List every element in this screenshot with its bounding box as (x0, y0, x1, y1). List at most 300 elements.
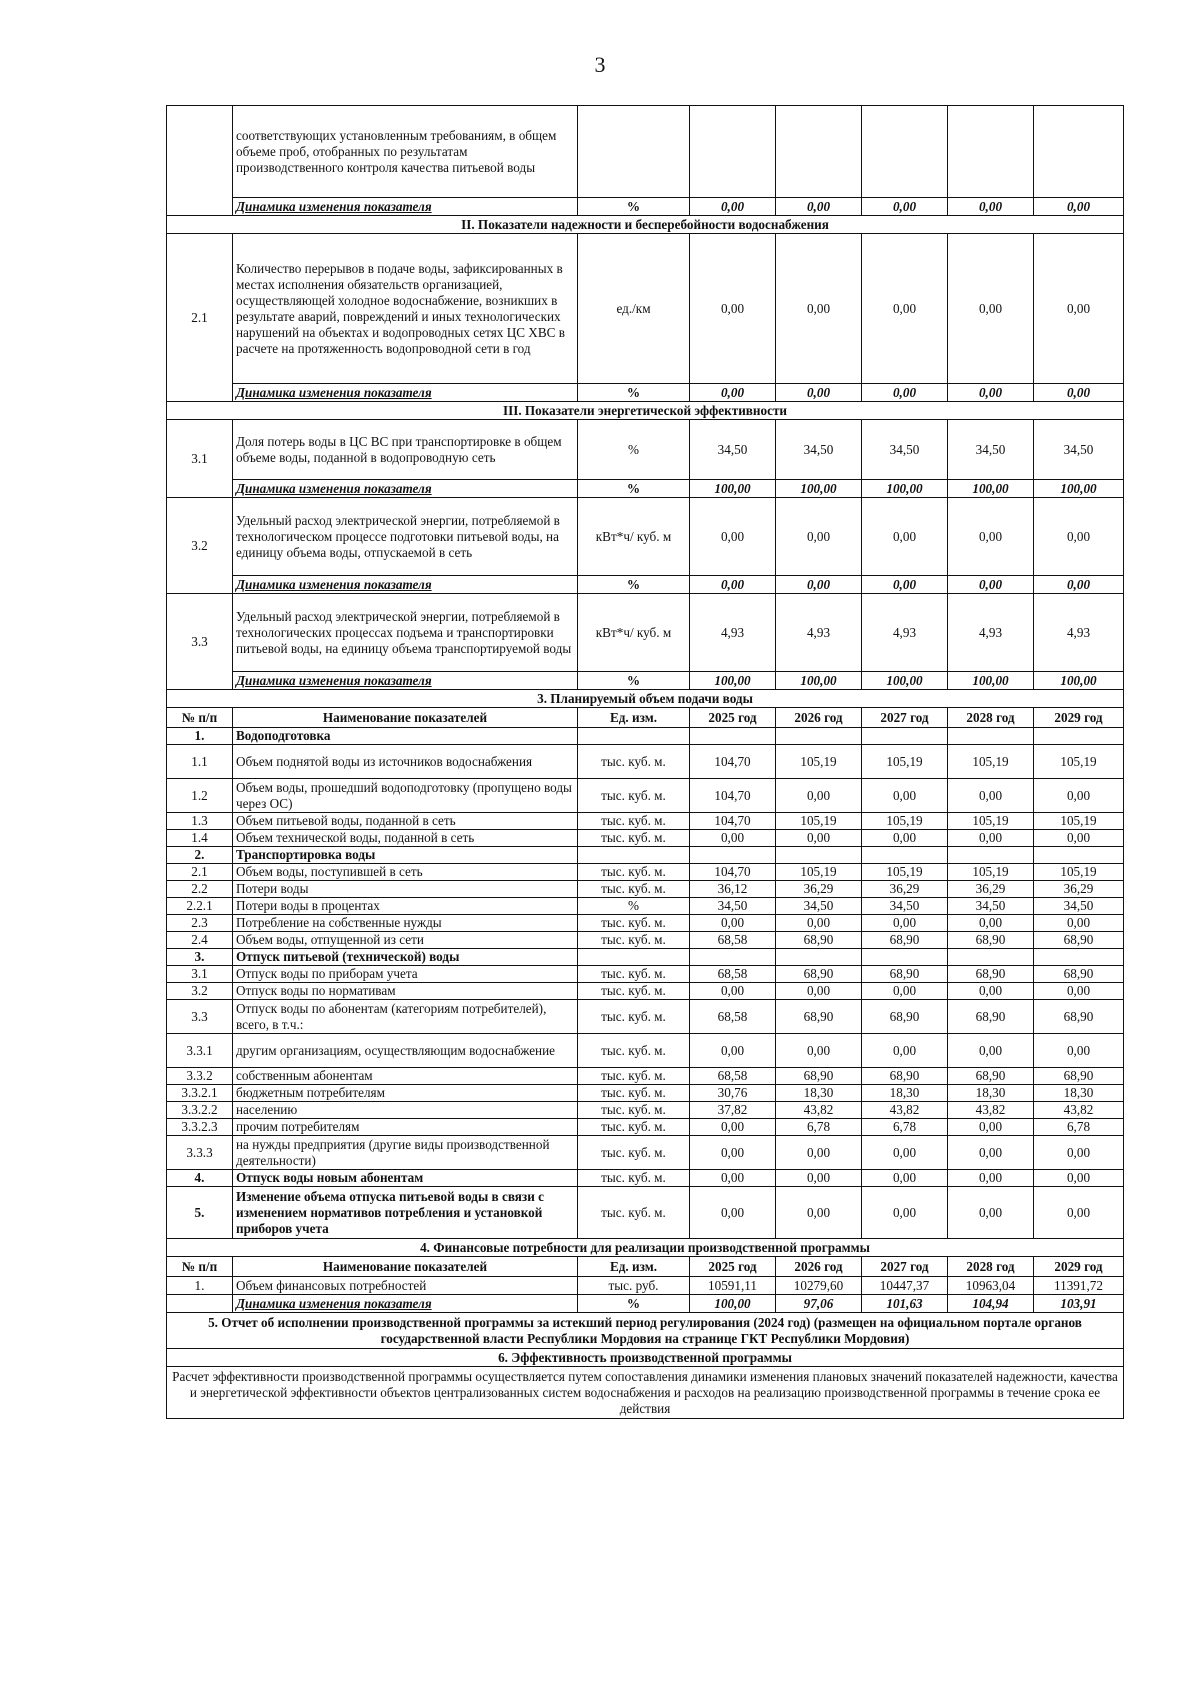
volume-row (167, 898, 1124, 915)
dynamics-row (167, 480, 1124, 498)
value-cell (1034, 106, 1124, 198)
unit-cell: тыс. куб. м. (578, 1136, 690, 1170)
value-cell: 68,58 (690, 932, 776, 949)
program-table (166, 105, 1124, 1419)
unit-cell: % (578, 898, 690, 915)
value-cell: 68,90 (1034, 1068, 1124, 1085)
column-header: № п/п (167, 1257, 233, 1277)
volume-row (167, 1034, 1124, 1068)
value-cell: 0,00 (948, 1170, 1034, 1187)
unit-cell: тыс. куб. м. (578, 864, 690, 881)
value-cell: 68,90 (1034, 1000, 1124, 1034)
value-cell: 0,00 (1034, 983, 1124, 1000)
value-cell: 105,19 (862, 813, 948, 830)
value-cell: 10963,04 (948, 1277, 1034, 1295)
row-number (167, 106, 233, 216)
indicator-name: Отпуск воды новым абонентам (233, 1170, 578, 1187)
indicator-row-3-3 (167, 594, 1124, 672)
value-cell: 68,90 (862, 1068, 948, 1085)
value-cell: 6,78 (862, 1119, 948, 1136)
value-cell: 0,00 (776, 779, 862, 813)
value-cell: 0,00 (776, 1170, 862, 1187)
efficiency-text: Расчет эффективности производственной программы осуществляется путем сопоставления динамики изменения плановых значений показателей надежности, качества и энергетической эффективности объектов централизованных систем водоснабжения и расходов на реализацию производственной программы в течение срока ее действия (167, 1367, 1124, 1419)
column-header: 2028 год (948, 1257, 1034, 1277)
value-cell: 34,50 (776, 898, 862, 915)
dynamics-row (167, 198, 1124, 216)
dynamics-value: 100,00 (948, 672, 1034, 690)
unit-cell: тыс. куб. м. (578, 966, 690, 983)
dynamics-value: 100,00 (1034, 672, 1124, 690)
dynamics-unit: % (578, 480, 690, 498)
value-cell: 0,00 (948, 915, 1034, 932)
value-cell: 0,00 (948, 1187, 1034, 1239)
column-header: Ед. изм. (578, 708, 690, 728)
value-cell: 68,90 (862, 1000, 948, 1034)
value-cell: 105,19 (948, 813, 1034, 830)
unit-cell: тыс. куб. м. (578, 1102, 690, 1119)
indicator-name: соответствующих установленным требованиям, в общем объеме проб, отобранных по результатам производственного контроля качества питьевой воды (233, 106, 578, 198)
dynamics-value: 0,00 (862, 384, 948, 402)
unit-cell (578, 847, 690, 864)
value-cell: 0,00 (1034, 1034, 1124, 1068)
volume-row (167, 1119, 1124, 1136)
unit-cell: тыс. куб. м. (578, 830, 690, 847)
value-cell: 34,50 (862, 420, 948, 480)
value-cell: 4,93 (776, 594, 862, 672)
dynamics-label (233, 198, 578, 216)
indicator-name: другим организациям, осуществляющим водоснабжение (233, 1034, 578, 1068)
value-cell: 68,90 (776, 1068, 862, 1085)
value-cell: 68,90 (776, 932, 862, 949)
value-cell: 68,90 (862, 932, 948, 949)
indicator-name: Количество перерывов в подаче воды, зафиксированных в местах исполнения обязательств организацией, осуществляющей холодное водоснабжение, возникших в результате аварий, повреждений и иных технологических нарушений на объектах и водопроводных сетях ЦС ХВС в расчете на протяженность водопроводной сети в год (233, 234, 578, 384)
value-cell: 4,93 (1034, 594, 1124, 672)
indicator-name: Объем технической воды, поданной в сеть (233, 830, 578, 847)
row-number: 2. (167, 847, 233, 864)
row-number: 2.1 (167, 234, 233, 402)
volume-row (167, 728, 1124, 745)
indicator-name: Отпуск воды по абонентам (категориям потребителей), всего, в т.ч.: (233, 1000, 578, 1034)
value-cell: 36,29 (1034, 881, 1124, 898)
value-cell: 105,19 (776, 864, 862, 881)
dynamics-value: 0,00 (862, 576, 948, 594)
value-cell: 0,00 (1034, 915, 1124, 932)
row-number: 2.1 (167, 864, 233, 881)
value-cell: 34,50 (862, 898, 948, 915)
dynamics-value: 104,94 (948, 1295, 1034, 1313)
section-row (167, 690, 1124, 708)
value-cell: 0,00 (776, 830, 862, 847)
value-cell: 0,00 (776, 234, 862, 384)
row-number: 3.3 (167, 1000, 233, 1034)
unit-cell: тыс. куб. м. (578, 983, 690, 1000)
indicator-name: бюджетным потребителям (233, 1085, 578, 1102)
unit-cell: тыс. руб. (578, 1277, 690, 1295)
value-cell: 18,30 (776, 1085, 862, 1102)
volume-row (167, 779, 1124, 813)
value-cell (948, 847, 1034, 864)
value-cell: 18,30 (1034, 1085, 1124, 1102)
volume-row (167, 1102, 1124, 1119)
row-number: 2.2.1 (167, 898, 233, 915)
value-cell: 0,00 (1034, 1136, 1124, 1170)
value-cell: 10279,60 (776, 1277, 862, 1295)
value-cell: 0,00 (948, 1034, 1034, 1068)
dynamics-label-text: Динамика изменения показателя (236, 384, 432, 400)
value-cell: 0,00 (690, 983, 776, 1000)
unit-cell: тыс. куб. м. (578, 881, 690, 898)
indicator-name: Объем воды, прошедший водоподготовку (пропущено воды через ОС) (233, 779, 578, 813)
value-cell: 105,19 (1034, 745, 1124, 779)
value-cell: 68,90 (1034, 932, 1124, 949)
finance-section-title: 4. Финансовые потребности для реализации производственной программы (167, 1239, 1124, 1257)
row-number: 1. (167, 1277, 233, 1295)
value-cell: 105,19 (948, 864, 1034, 881)
volume-section-title: 3. Планируемый объем подачи воды (167, 690, 1124, 708)
column-header: 2027 год (862, 708, 948, 728)
unit-cell: тыс. куб. м. (578, 1034, 690, 1068)
dynamics-label-text: Динамика изменения показателя (236, 1295, 432, 1311)
value-cell: 43,82 (776, 1102, 862, 1119)
value-cell (862, 728, 948, 745)
indicator-row-2-1 (167, 234, 1124, 384)
value-cell: 68,90 (948, 1068, 1034, 1085)
volume-row (167, 983, 1124, 1000)
indicator-name: Отпуск воды по приборам учета (233, 966, 578, 983)
row-number: 4. (167, 1170, 233, 1187)
dynamics-value: 0,00 (776, 198, 862, 216)
value-cell (776, 106, 862, 198)
value-cell: 0,00 (690, 234, 776, 384)
column-header: 2028 год (948, 708, 1034, 728)
dynamics-value: 0,00 (690, 198, 776, 216)
value-cell: 6,78 (776, 1119, 862, 1136)
value-cell: 0,00 (948, 234, 1034, 384)
indicator-name: Объем финансовых потребностей (233, 1277, 578, 1295)
value-cell: 0,00 (1034, 234, 1124, 384)
value-cell: 68,58 (690, 1000, 776, 1034)
indicator-name: Водоподготовка (233, 728, 578, 745)
row-number: 3.2 (167, 983, 233, 1000)
column-header: № п/п (167, 708, 233, 728)
dynamics-label (233, 384, 578, 402)
row-number: 3.3.2 (167, 1068, 233, 1085)
value-cell: 30,76 (690, 1085, 776, 1102)
value-cell: 0,00 (690, 498, 776, 576)
value-cell: 18,30 (948, 1085, 1034, 1102)
unit-cell: кВт*ч/ куб. м (578, 498, 690, 576)
value-cell: 37,82 (690, 1102, 776, 1119)
dynamics-value: 0,00 (776, 576, 862, 594)
section-row (167, 216, 1124, 234)
value-cell: 68,58 (690, 966, 776, 983)
volume-row (167, 949, 1124, 966)
dynamics-value: 0,00 (948, 198, 1034, 216)
value-cell: 68,90 (862, 966, 948, 983)
unit-cell: тыс. куб. м. (578, 745, 690, 779)
value-cell: 10591,11 (690, 1277, 776, 1295)
value-cell: 105,19 (776, 745, 862, 779)
dynamics-label (233, 672, 578, 690)
value-cell: 4,93 (690, 594, 776, 672)
dynamics-value: 100,00 (776, 672, 862, 690)
row-number: 2.4 (167, 932, 233, 949)
section-3-title: III. Показатели энергетической эффективности (167, 402, 1124, 420)
value-cell: 0,00 (862, 830, 948, 847)
value-cell: 0,00 (776, 1187, 862, 1239)
dynamics-value: 0,00 (1034, 384, 1124, 402)
column-header: 2026 год (776, 1257, 862, 1277)
column-header: Ед. изм. (578, 1257, 690, 1277)
row-number: 3.3.1 (167, 1034, 233, 1068)
volume-header-row (167, 708, 1124, 728)
dynamics-label-text: Динамика изменения показателя (236, 672, 432, 688)
value-cell: 0,00 (690, 915, 776, 932)
value-cell (948, 949, 1034, 966)
value-cell (1034, 728, 1124, 745)
value-cell: 0,00 (862, 779, 948, 813)
indicator-name: Потери воды (233, 881, 578, 898)
dynamics-value: 103,91 (1034, 1295, 1124, 1313)
dynamics-unit: % (578, 384, 690, 402)
row-number (167, 1295, 233, 1313)
value-cell: 36,29 (948, 881, 1034, 898)
dynamics-label-text: Динамика изменения показателя (236, 480, 432, 496)
column-header: 2029 год (1034, 1257, 1124, 1277)
value-cell (690, 106, 776, 198)
value-cell: 0,00 (948, 779, 1034, 813)
value-cell (776, 847, 862, 864)
indicator-name: Отпуск воды по нормативам (233, 983, 578, 1000)
indicator-name: Объем воды, поступившей в сеть (233, 864, 578, 881)
indicator-name: Доля потерь воды в ЦС ВС при транспортировке в общем объеме воды, поданной в водопроводную сеть (233, 420, 578, 480)
value-cell (862, 106, 948, 198)
section-row (167, 402, 1124, 420)
value-cell: 11391,72 (1034, 1277, 1124, 1295)
volume-row (167, 847, 1124, 864)
value-cell: 0,00 (862, 234, 948, 384)
indicator-name: Транспортировка воды (233, 847, 578, 864)
value-cell (1034, 949, 1124, 966)
value-cell (776, 949, 862, 966)
unit-cell: % (578, 420, 690, 480)
value-cell (690, 847, 776, 864)
value-cell: 68,90 (948, 932, 1034, 949)
row-number: 1. (167, 728, 233, 745)
value-cell: 104,70 (690, 745, 776, 779)
volume-row (167, 932, 1124, 949)
row-number: 3.2 (167, 498, 233, 594)
value-cell (862, 949, 948, 966)
dynamics-unit: % (578, 198, 690, 216)
value-cell: 0,00 (862, 1136, 948, 1170)
row-number: 3.1 (167, 966, 233, 983)
value-cell: 0,00 (776, 1136, 862, 1170)
dynamics-value: 100,00 (862, 480, 948, 498)
finance-dynamics-row (167, 1295, 1124, 1313)
value-cell: 105,19 (862, 864, 948, 881)
column-header: Наименование показателей (233, 1257, 578, 1277)
indicator-name: Удельный расход электрической энергии, потребляемой в технологических процессах подъема и транспортировки питьевой воды, на единицу объема транспортируемой воды (233, 594, 578, 672)
volume-row (167, 915, 1124, 932)
column-header: 2029 год (1034, 708, 1124, 728)
indicator-name: Объем воды, отпущенной из сети (233, 932, 578, 949)
value-cell: 68,58 (690, 1068, 776, 1085)
value-cell: 43,82 (862, 1102, 948, 1119)
page-number: 3 (594, 52, 606, 77)
value-cell: 0,00 (690, 1034, 776, 1068)
section-2-title: II. Показатели надежности и бесперебойности водоснабжения (167, 216, 1124, 234)
value-cell: 36,12 (690, 881, 776, 898)
value-cell: 0,00 (1034, 1187, 1124, 1239)
row-number: 1.1 (167, 745, 233, 779)
row-number: 3.3.2.3 (167, 1119, 233, 1136)
value-cell: 0,00 (862, 498, 948, 576)
column-header: 2025 год (690, 708, 776, 728)
unit-cell: тыс. куб. м. (578, 1085, 690, 1102)
value-cell: 34,50 (690, 420, 776, 480)
unit-cell (578, 949, 690, 966)
dynamics-value: 0,00 (862, 198, 948, 216)
dynamics-label (233, 480, 578, 498)
value-cell (948, 728, 1034, 745)
volume-row (167, 1170, 1124, 1187)
value-cell: 68,90 (1034, 966, 1124, 983)
value-cell: 104,70 (690, 779, 776, 813)
row-number: 1.4 (167, 830, 233, 847)
efficiency-text-row (167, 1367, 1124, 1419)
indicator-name: Потребление на собственные нужды (233, 915, 578, 932)
value-cell: 0,00 (776, 983, 862, 1000)
unit-cell: тыс. куб. м. (578, 1119, 690, 1136)
value-cell: 0,00 (948, 830, 1034, 847)
value-cell: 34,50 (948, 420, 1034, 480)
dynamics-value: 0,00 (948, 384, 1034, 402)
unit-cell: тыс. куб. м. (578, 1170, 690, 1187)
value-cell: 105,19 (1034, 813, 1124, 830)
value-cell: 68,90 (948, 966, 1034, 983)
value-cell: 0,00 (1034, 1170, 1124, 1187)
finance-header-row (167, 1257, 1124, 1277)
finance-row (167, 1277, 1124, 1295)
row-number: 5. (167, 1187, 233, 1239)
unit-cell: тыс. куб. м. (578, 813, 690, 830)
dynamics-value: 100,00 (948, 480, 1034, 498)
value-cell: 105,19 (948, 745, 1034, 779)
value-cell (1034, 847, 1124, 864)
value-cell: 68,90 (776, 966, 862, 983)
dynamics-value: 100,00 (690, 1295, 776, 1313)
column-header: 2026 год (776, 708, 862, 728)
dynamics-row (167, 576, 1124, 594)
row-number: 3.3.2.1 (167, 1085, 233, 1102)
indicator-row-3-2 (167, 498, 1124, 576)
dynamics-label-text: Динамика изменения показателя (236, 198, 432, 214)
indicator-name: Изменение объема отпуска питьевой воды в связи с изменением нормативов потребления и установкой приборов учета (233, 1187, 578, 1239)
dynamics-value: 101,63 (862, 1295, 948, 1313)
dynamics-label-text: Динамика изменения показателя (236, 576, 432, 592)
value-cell: 43,82 (948, 1102, 1034, 1119)
value-cell: 34,50 (690, 898, 776, 915)
row-number: 2.2 (167, 881, 233, 898)
row-number: 3.1 (167, 420, 233, 498)
value-cell: 0,00 (776, 498, 862, 576)
column-header: 2025 год (690, 1257, 776, 1277)
volume-row (167, 966, 1124, 983)
value-cell: 0,00 (1034, 498, 1124, 576)
dynamics-value: 100,00 (690, 672, 776, 690)
unit-cell: тыс. куб. м. (578, 1187, 690, 1239)
value-cell: 4,93 (948, 594, 1034, 672)
dynamics-value: 100,00 (776, 480, 862, 498)
value-cell (690, 728, 776, 745)
value-cell: 18,30 (862, 1085, 948, 1102)
dynamics-value: 100,00 (862, 672, 948, 690)
section-row (167, 1313, 1124, 1349)
row-number: 1.3 (167, 813, 233, 830)
value-cell: 0,00 (862, 983, 948, 1000)
value-cell: 0,00 (948, 1136, 1034, 1170)
indicator-row-3-1 (167, 420, 1124, 480)
unit-cell: ед./км (578, 234, 690, 384)
unit-cell: кВт*ч/ куб. м (578, 594, 690, 672)
dynamics-value: 100,00 (1034, 480, 1124, 498)
dynamics-value: 0,00 (690, 576, 776, 594)
value-cell: 10447,37 (862, 1277, 948, 1295)
dynamics-label (233, 1295, 578, 1313)
dynamics-value: 0,00 (1034, 576, 1124, 594)
value-cell: 105,19 (1034, 864, 1124, 881)
indicator-name: населению (233, 1102, 578, 1119)
dynamics-unit: % (578, 672, 690, 690)
value-cell: 0,00 (690, 1119, 776, 1136)
volume-row (167, 1187, 1124, 1239)
unit-cell: тыс. куб. м. (578, 779, 690, 813)
column-header: 2027 год (862, 1257, 948, 1277)
volume-row (167, 1085, 1124, 1102)
dynamics-value: 0,00 (776, 384, 862, 402)
indicator-name: Объем поднятой воды из источников водоснабжения (233, 745, 578, 779)
volume-row (167, 1068, 1124, 1085)
dynamics-row (167, 672, 1124, 690)
unit-cell: тыс. куб. м. (578, 1000, 690, 1034)
dynamics-label (233, 576, 578, 594)
value-cell (948, 106, 1034, 198)
indicator-name: Объем питьевой воды, поданной в сеть (233, 813, 578, 830)
value-cell: 36,29 (776, 881, 862, 898)
value-cell: 0,00 (690, 1170, 776, 1187)
section-row (167, 1349, 1124, 1367)
indicator-name: собственным абонентам (233, 1068, 578, 1085)
unit-cell: тыс. куб. м. (578, 915, 690, 932)
unit-cell: тыс. куб. м. (578, 932, 690, 949)
report-section-title: 5. Отчет об исполнении производственной программы за истекший период регулирования (2024 год) (размещен на официальном портале органов государственной власти Республики Мордовия на странице ГКТ Республики Мордовия) (167, 1313, 1124, 1349)
row-number: 3. (167, 949, 233, 966)
dynamics-value: 100,00 (690, 480, 776, 498)
volume-row (167, 864, 1124, 881)
value-cell: 0,00 (776, 915, 862, 932)
column-header: Наименование показателей (233, 708, 578, 728)
row-number: 3.3.2.2 (167, 1102, 233, 1119)
dynamics-unit: % (578, 576, 690, 594)
value-cell: 0,00 (862, 1034, 948, 1068)
value-cell: 0,00 (690, 1187, 776, 1239)
dynamics-value: 0,00 (948, 576, 1034, 594)
indicator-name: Потери воды в процентах (233, 898, 578, 915)
value-cell: 34,50 (948, 898, 1034, 915)
value-cell: 105,19 (862, 745, 948, 779)
row-number: 3.3.3 (167, 1136, 233, 1170)
